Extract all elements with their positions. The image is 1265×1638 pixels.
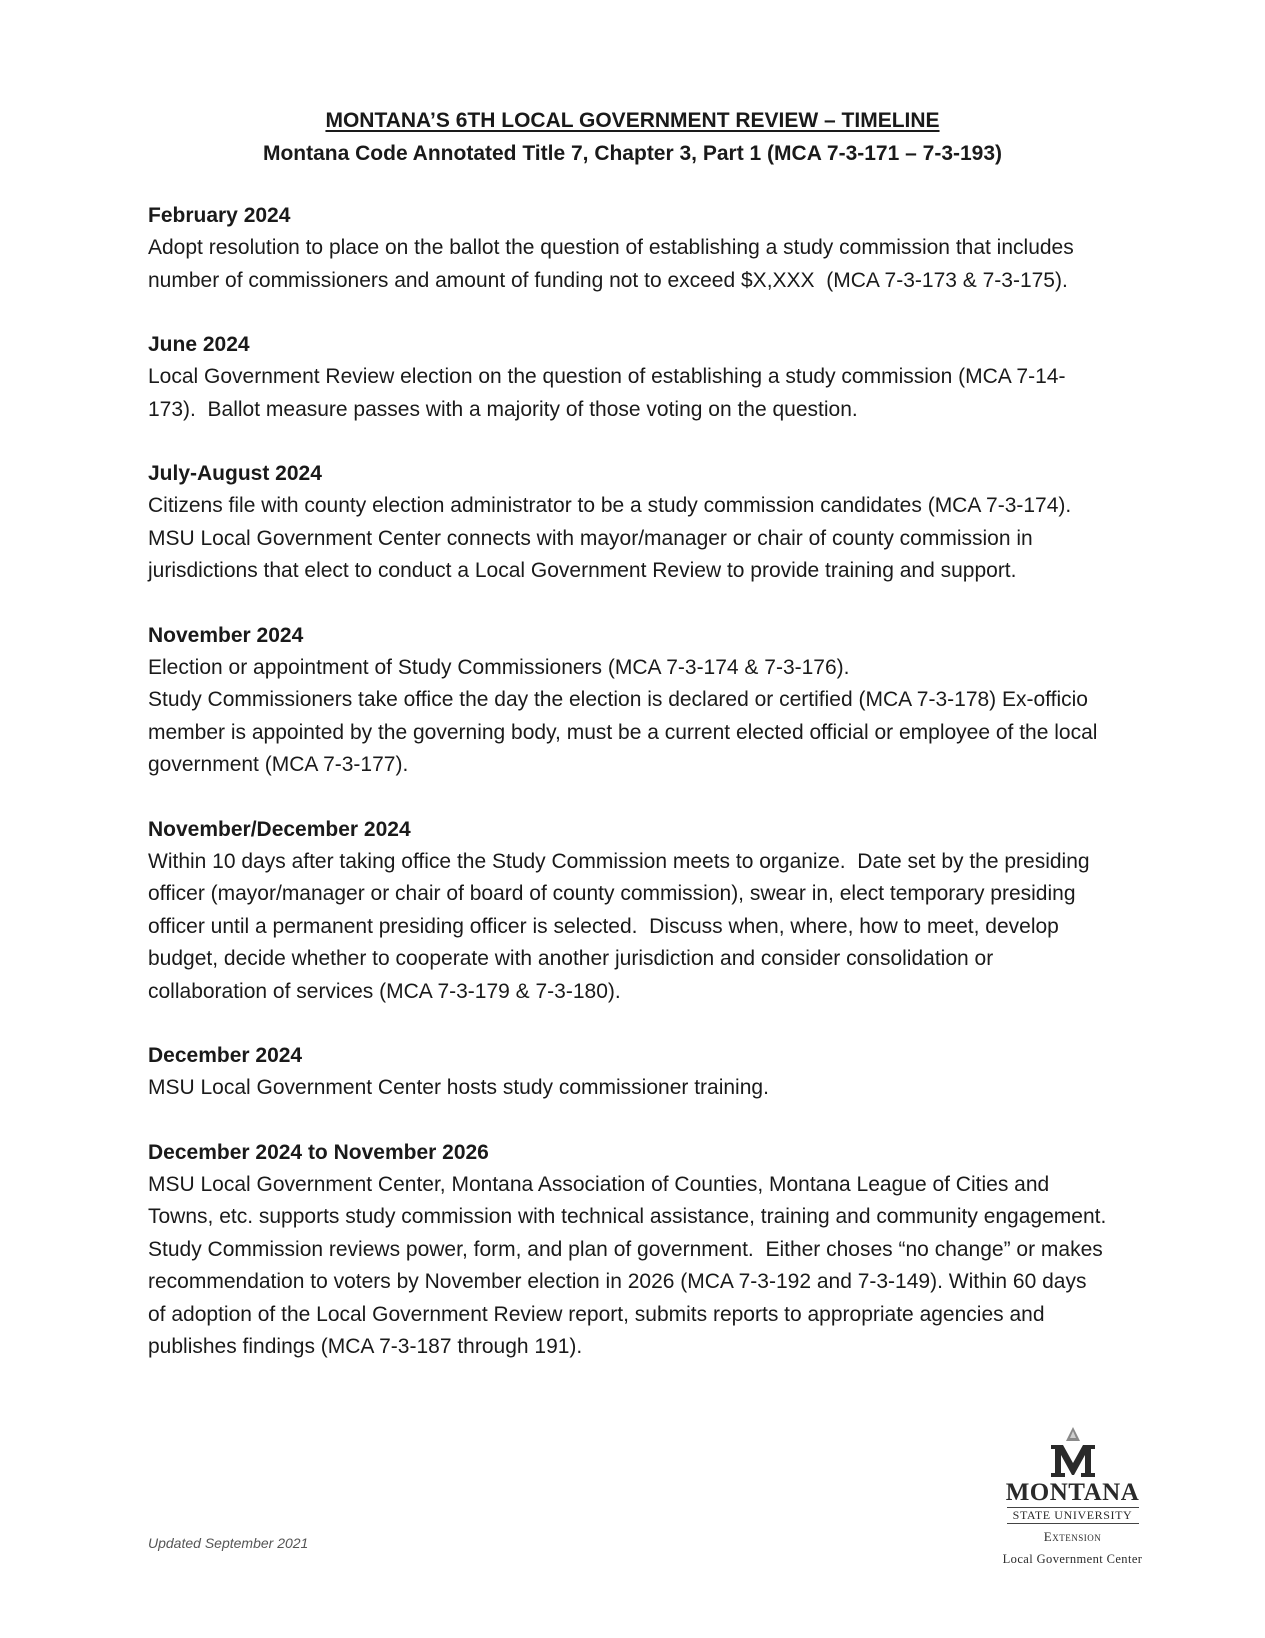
- logo-local-government-center-text: Local Government Center: [1002, 1552, 1143, 1566]
- timeline-content: [148, 200, 1108, 1396]
- section-paragraph: Citizens file with county election administrator to be a study commission candidates (MCA 7-3-174). MSU Local Government Center connects with mayor/manager or chair of county commission in jurisdictions that elect to conduct a Local Government Review to provide training and support.: [148, 494, 1083, 582]
- timeline-section-november-2024: [148, 620, 1108, 782]
- section-heading: February 2024: [148, 204, 291, 227]
- section-paragraph: MSU Local Government Center, Montana Association of Counties, Montana League of Cities and Towns, etc. supports study commission with technical assistance, training and community engagement.: [148, 1172, 1107, 1228]
- timeline-section-june-2024: [148, 329, 1108, 426]
- section-paragraph: Local Government Review election on the question of establishing a study commission (MCA 7-14-173). Ballot measure passes with a majority of those voting on the question.: [148, 365, 1066, 421]
- section-paragraph: MSU Local Government Center hosts study commissioner training.: [148, 1076, 769, 1099]
- timeline-section-december-2024: [148, 1040, 1108, 1105]
- document-subtitle: Montana Code Annotated Title 7, Chapter 3, Part 1 (MCA 7-3-171 – 7-3-193): [262, 142, 1003, 165]
- section-paragraph: Study Commission reviews power, form, and plan of government. Either choses “no change” or makes recommendation to voters by November election in 2026 (MCA 7-3-192 and 7-3-149). Within 60 days of adoption of the Local Government Review report, submits reports to appropriate agencies and publishes findings (MCA 7-3-187 through 191).: [148, 1237, 1109, 1358]
- section-paragraph: Adopt resolution to place on the ballot the question of establishing a study commission that includes number of commissioners and amount of funding not to exceed $X,XXX (MCA 7-3-173 & 7-3-175).: [148, 236, 1080, 292]
- section-heading: December 2024: [148, 1044, 303, 1067]
- section-heading: June 2024: [148, 333, 250, 356]
- section-paragraph: Within 10 days after taking office the Study Commission meets to organize. Date set by the presiding officer (mayor/manager or chair of board of county commission), swear in, elect temporary presiding officer until a permanent presiding officer is selected. Discuss when, where, how to meet, develop budget, decide whether to cooperate with another jurisdiction and consider consolidation or collaboration of services (MCA 7-3-179 & 7-3-180).: [148, 849, 1096, 1003]
- section-paragraph: Election or appointment of Study Commissioners (MCA 7-3-174 & 7-3-176).: [148, 655, 850, 679]
- document-title: MONTANA’S 6TH LOCAL GOVERNMENT REVIEW – TIMELINE: [325, 109, 940, 132]
- msu-extension-logo: [985, 1425, 1160, 1567]
- msu-m-icon: [1043, 1425, 1103, 1479]
- section-heading: July-August 2024: [148, 462, 322, 485]
- timeline-section-february-2024: [148, 200, 1108, 297]
- timeline-section-november-december-2024: [148, 814, 1108, 1009]
- section-paragraph: Study Commissioners take office the day the election is declared or certified (MCA 7-3-178) Ex-officio member is appointed by the governing body, must be a current elected official or employee of the local government (MCA 7-3-177).: [148, 688, 1104, 776]
- timeline-section-december-2024-to-november-2026: [148, 1137, 1108, 1364]
- logo-extension-text: Extension: [1043, 1529, 1102, 1544]
- section-heading: November 2024: [148, 623, 304, 647]
- logo-state-university-text: STATE UNIVERSITY: [1007, 1507, 1139, 1524]
- section-heading: December 2024 to November 2026: [148, 1140, 489, 1164]
- updated-note: Updated September 2021: [148, 1535, 309, 1551]
- section-heading: November/December 2024: [148, 817, 411, 841]
- timeline-section-july-august-2024: [148, 458, 1108, 588]
- document-header: [0, 105, 1265, 171]
- logo-montana-text: MONTANA: [1005, 1479, 1140, 1506]
